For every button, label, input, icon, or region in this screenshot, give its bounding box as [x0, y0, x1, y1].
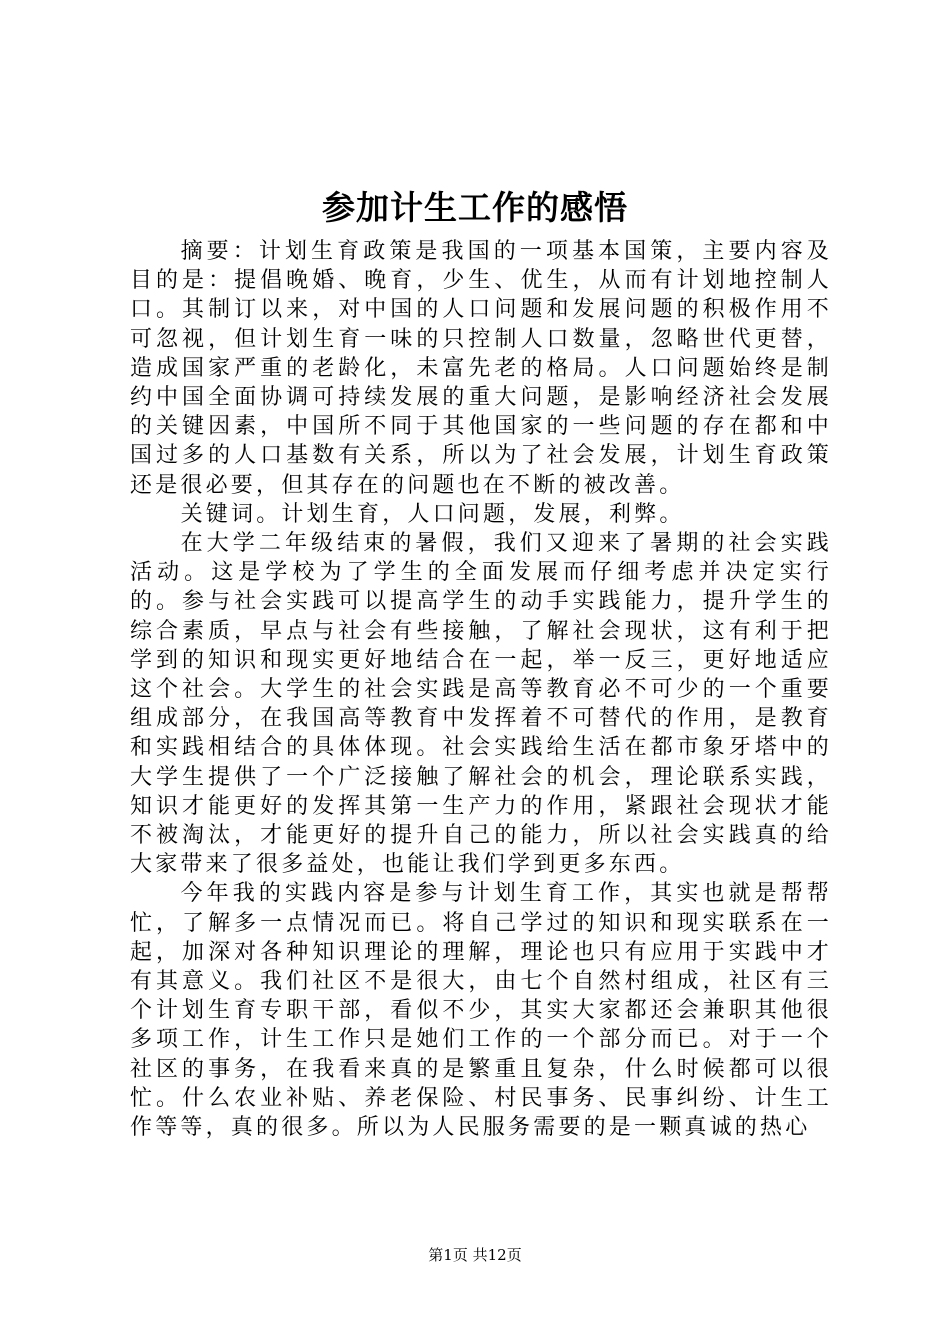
body-paragraph: 今年我的实践内容是参与计划生育工作，其实也就是帮帮忙，了解多一点情况而已。将自己学过的知识和现实联系在一起，加深对各种知识理论的理解，理论也只有应用于实践中才有其意义。我们社区不是很大，由七个自然村组成，社区有三个计划生育专职干部，看似不少，其实大家都还会兼职其他很多项工作，计生工作只是她们工作的一个部分而已。对于一个社区的事务，在我看来真的是繁重且复杂，什么时候都可以很忙。什么农业补贴、养老保险、村民事务、民事纠纷、计生工作等等，真的很多。所以为人民服务需要的是一颗真诚的热心: [130, 881, 832, 1141]
body-paragraph: 在大学二年级结束的暑假，我们又迎来了暑期的社会实践活动。这是学校为了学生的全面发展而仔细考虑并决定实行的。参与社会实践可以提高学生的动手实践能力，提升学生的综合素质，早点与社会有些接触，了解社会现状，这有利于把学到的知识和现实更好地结合在一起，举一反三，更好地适应这个社会。大学生的社会实践是高等教育必不可少的一个重要组成部分，在我国高等教育中发挥着不可替代的作用，是教育和实践相结合的具体体现。社会实践给生活在都市象牙塔中的大学生提供了一个广泛接触了解社会的机会，理论联系实践，知识才能更好的发挥其第一生产力的作用，紧跟社会现状才能不被淘汰，才能更好的提升自己的能力，所以社会实践真的给大家带来了很多益处，也能让我们学到更多东西。: [130, 531, 832, 878]
page-number-footer: 第1页 共12页: [428, 1246, 522, 1264]
keywords-paragraph: 关键词。计划生育，人口问题，发展，利弊。: [180, 501, 685, 527]
document-title: 参加计生工作的感悟: [322, 188, 628, 227]
abstract-paragraph: 摘要：计划生育政策是我国的一项基本国策，主要内容及目的是：提倡晚婚、晚育，少生、优生，从而有计划地控制人口。其制订以来，对中国的人口问题和发展问题的积极作用不可忽视，但计划生育一味的只控制人口数量，忽略世代更替，造成国家严重的老龄化，未富先老的格局。人口问题始终是制约中国全面协调可持续发展的重大问题，是影响经济社会发展的关键因素，中国所不同于其他国家的一些问题的存在都和中国过多的人口基数有关系，所以为了社会发展，计划生育政策还是很必要，但其存在的问题也在不断的被改善。: [130, 239, 832, 498]
document-body: [130, 237, 832, 1142]
